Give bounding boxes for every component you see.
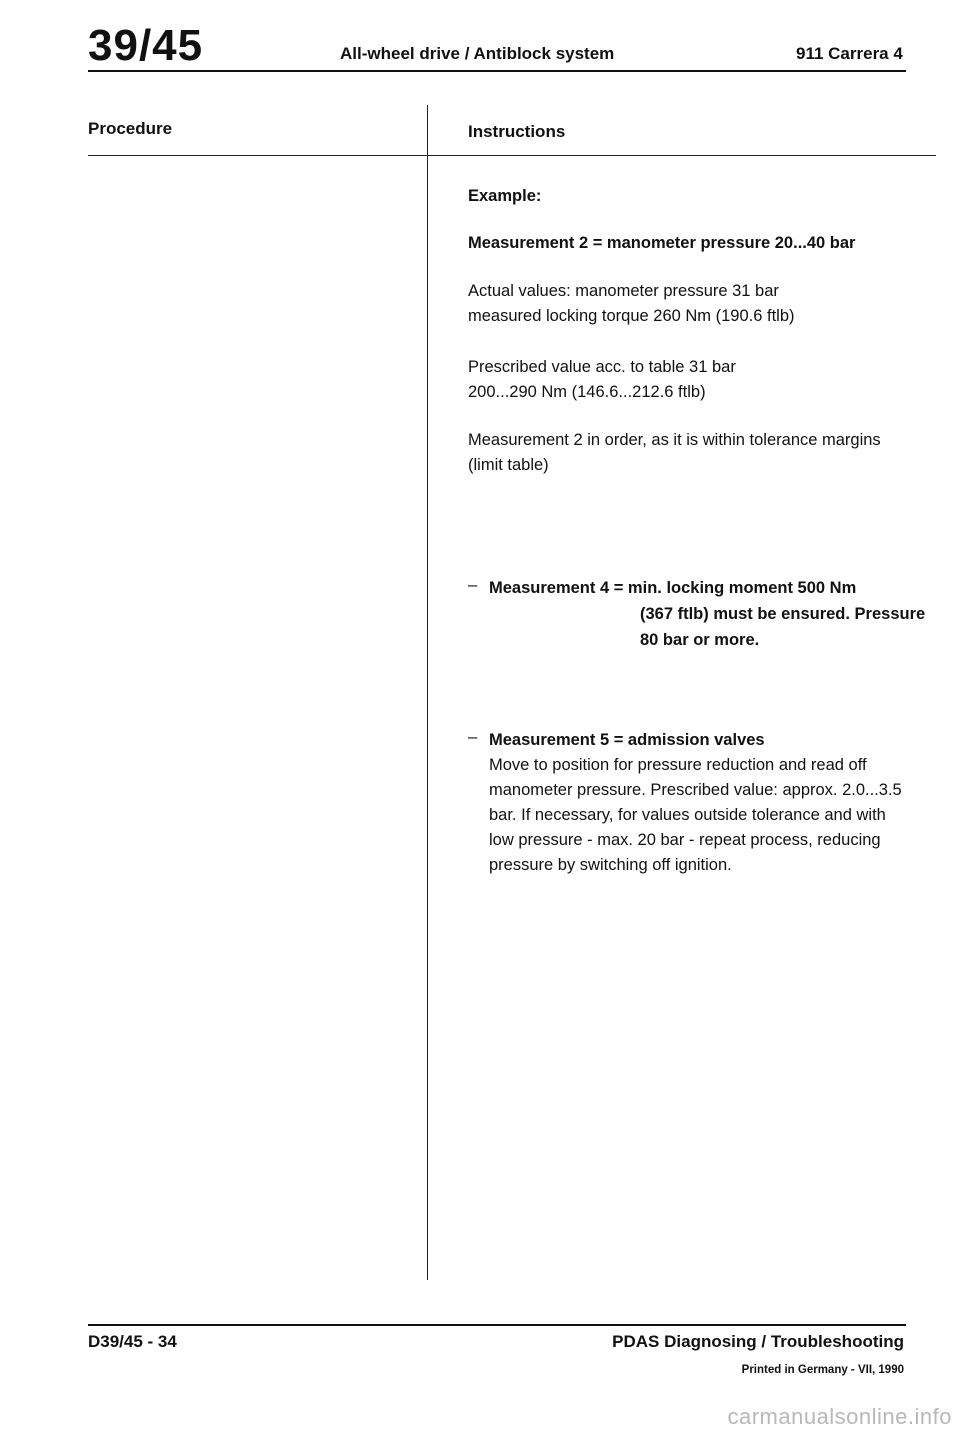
measurement-5-heading: Measurement 5 = admission valves xyxy=(489,731,765,749)
column-divider xyxy=(427,105,428,1280)
header-model: 911 Carrera 4 xyxy=(796,44,903,63)
header-title: All-wheel drive / Antiblock system xyxy=(340,44,615,63)
footer-section-title: PDAS Diagnosing / Troubleshooting xyxy=(612,1332,904,1351)
measurement-5-line-1: Move to position for pressure reduction and read off xyxy=(489,756,867,774)
measurement-2-heading: Measurement 2 = manometer pressure 20...40 bar xyxy=(468,234,856,252)
footer-rule xyxy=(88,1324,906,1326)
footer-doc-code: D39/45 - 34 xyxy=(88,1332,177,1351)
prescribed-value-line-1: Prescribed value acc. to table 31 bar xyxy=(468,358,736,376)
measurement-5-line-2: manometer pressure. Prescribed value: approx. 2.0...3.5 xyxy=(489,781,902,799)
instructions-heading: Instructions xyxy=(468,122,566,141)
actual-values-line-1: Actual values: manometer pressure 31 bar xyxy=(468,282,779,300)
measurement-4-line-1: Measurement 4 = min. locking moment 500 Nm xyxy=(489,579,857,597)
measurement-5-line-4: low pressure - max. 20 bar - repeat process, reducing xyxy=(489,831,881,849)
footer-printed-info: Printed in Germany - VII, 1990 xyxy=(741,1364,904,1376)
header-rule xyxy=(88,70,906,72)
watermark: carmanualsonline.info xyxy=(727,1404,952,1429)
column-heading-rule xyxy=(88,155,936,156)
measurement-4-dash: – xyxy=(468,576,478,594)
in-order-line-2: (limit table) xyxy=(468,456,549,474)
measurement-4-line-3: 80 bar or more. xyxy=(640,631,760,649)
measurement-5-line-5: pressure by switching off ignition. xyxy=(489,856,732,874)
prescribed-value-line-2: 200...290 Nm (146.6...212.6 ftlb) xyxy=(468,383,706,401)
page-number: 39/45 xyxy=(88,21,204,70)
in-order-line-1: Measurement 2 in order, as it is within tolerance margins xyxy=(468,431,881,449)
measurement-5-dash: – xyxy=(468,728,478,746)
actual-values-line-2: measured locking torque 260 Nm (190.6 ftlb) xyxy=(468,307,795,325)
example-label: Example: xyxy=(468,187,542,205)
measurement-5-line-3: bar. If necessary, for values outside tolerance and with xyxy=(489,806,886,824)
measurement-4-line-2: (367 ftlb) must be ensured. Pressure xyxy=(640,605,926,623)
procedure-heading: Procedure xyxy=(88,119,173,138)
